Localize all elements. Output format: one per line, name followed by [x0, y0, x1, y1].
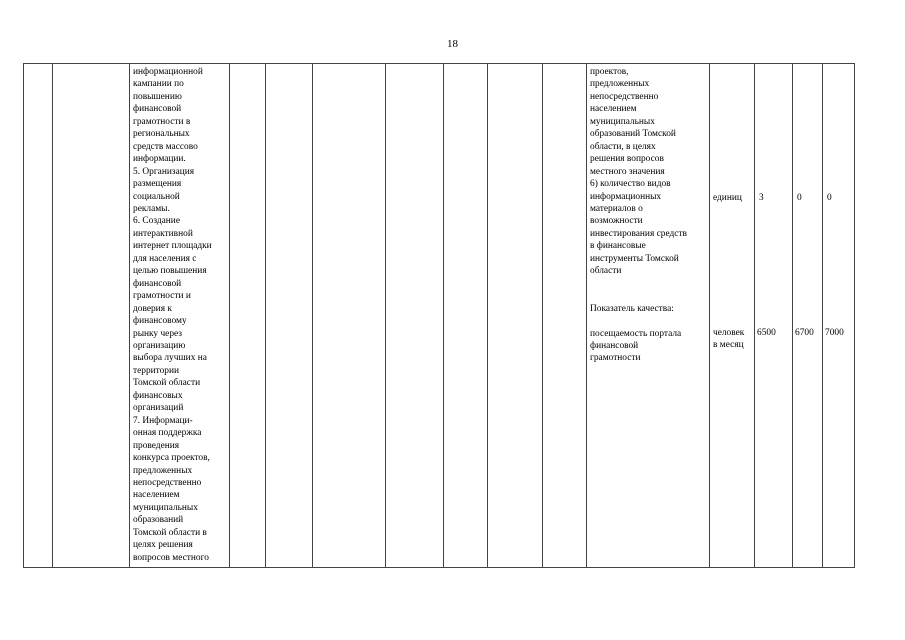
- column-border: [754, 63, 755, 567]
- column-border: [129, 63, 130, 567]
- row1-value2-cell: 0: [797, 193, 802, 203]
- column-border: [23, 63, 24, 567]
- row2-value1-cell: 6500: [757, 328, 776, 338]
- row1-unit-cell: единиц: [713, 193, 742, 203]
- column-border: [854, 63, 855, 567]
- row1-value1-cell: 3: [759, 193, 764, 203]
- table-top-border: [23, 63, 855, 64]
- column-border: [265, 63, 266, 567]
- column-border: [822, 63, 823, 567]
- page-number: 18: [447, 38, 458, 50]
- column-border: [709, 63, 710, 567]
- column-border: [229, 63, 230, 567]
- column-border: [542, 63, 543, 567]
- column-border: [52, 63, 53, 567]
- row2-unit-cell: человек в месяц: [713, 328, 745, 351]
- column-border: [312, 63, 313, 567]
- row2-value3-cell: 7000: [825, 328, 844, 338]
- indicator-description-cell: проектов, предложенных непосредственно населением муниципальных образований Томской области, в целях решения вопросов местного значения 6) количество видов информационных материалов о возможности инвестирования средств в финансовые инструменты Томской области Показатель качества: посещаемость портала финансовой грамотности: [590, 67, 687, 364]
- column-border: [487, 63, 488, 567]
- column-border: [586, 63, 587, 567]
- row2-value2-cell: 6700: [795, 328, 814, 338]
- row1-value3-cell: 0: [827, 193, 832, 203]
- column-border: [443, 63, 444, 567]
- measure-description-cell: информационной кампании по повышению финансовой грамотности в региональных средств массово информации. 5. Организация размещения социальной рекламы. 6. Создание интерактивной интернет площадки для населения с целью повышения финансовой грамотности и доверия к финансовому рынку через организацию выбора лучших на территории Томской области финансовых организаций 7. Информаци- онная поддержка проведения конкурса проектов, предложенных непосредственно населением муниципальных образований Томской области в целях решения вопросов местного: [133, 67, 212, 563]
- column-border: [792, 63, 793, 567]
- table-bottom-border: [23, 567, 855, 568]
- column-border: [385, 63, 386, 567]
